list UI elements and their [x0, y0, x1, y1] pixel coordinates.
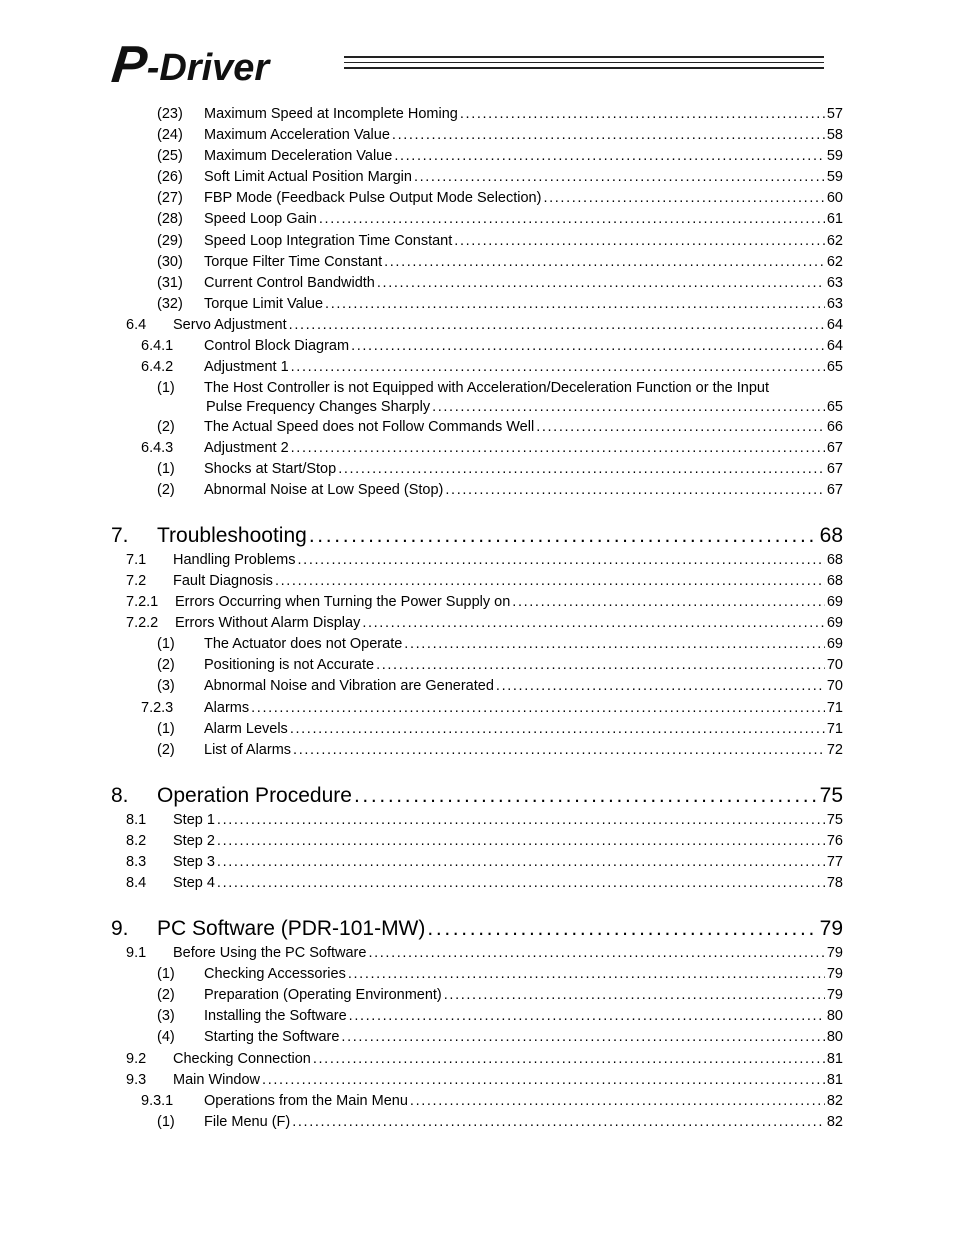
toc-title: Maximum Acceleration Value [204, 127, 390, 143]
toc-entry[interactable] [141, 359, 843, 375]
toc-number: 7. [111, 524, 129, 547]
toc-dot-leader [454, 233, 825, 249]
toc-page-number: 70 [826, 678, 843, 694]
toc-page-number: 68 [826, 552, 843, 568]
toc-entry[interactable] [157, 254, 843, 270]
toc-page-number: 69 [826, 594, 843, 610]
toc-title: Soft Limit Actual Position Margin [204, 169, 412, 185]
toc-page-number: 79 [819, 917, 843, 940]
toc-chapter-entry[interactable] [111, 784, 843, 808]
toc-title: Torque Filter Time Constant [204, 254, 383, 270]
toc-page-number: 59 [826, 148, 843, 164]
toc-number: (29) [157, 233, 183, 249]
toc-number: 7.1 [126, 552, 147, 568]
toc-dot-leader [217, 875, 825, 891]
toc-dot-leader [325, 296, 825, 312]
toc-entry[interactable] [157, 461, 843, 477]
toc-number: 8.3 [126, 854, 147, 870]
toc-page-number: 69 [826, 636, 843, 652]
toc-dot-leader [313, 1051, 825, 1067]
toc-page-number: 81 [826, 1072, 843, 1088]
toc-page-number: 71 [826, 721, 843, 737]
toc-title: Installing the Software [204, 1008, 347, 1024]
toc-dot-leader [275, 573, 825, 589]
toc-title: Before Using the PC Software [173, 945, 367, 961]
toc-page-number: 69 [826, 615, 843, 631]
toc-entry[interactable] [157, 1114, 843, 1130]
toc-page-number: 82 [826, 1093, 843, 1109]
toc-number: (28) [157, 211, 183, 227]
toc-title: Step 1 [173, 812, 215, 828]
toc-dot-leader [289, 317, 825, 333]
toc-number: (2) [157, 742, 175, 758]
toc-title: Maximum Speed at Incomplete Homing [204, 106, 458, 122]
toc-number: 9.3.1 [141, 1093, 174, 1109]
toc-number: (2) [157, 657, 175, 673]
toc-dot-leader [348, 966, 825, 982]
toc-page-number: 62 [826, 254, 843, 270]
toc-page-number: 79 [826, 966, 843, 982]
toc-dot-leader [338, 461, 825, 477]
toc-page-number: 75 [819, 784, 843, 807]
toc-title: The Host Controller is not Equipped with Acceleration/Deceleration Function or the Input [204, 380, 770, 396]
toc-dot-leader [394, 148, 825, 164]
toc-dot-leader [309, 524, 818, 548]
toc-page-number: 79 [826, 945, 843, 961]
toc-dot-leader [349, 1008, 825, 1024]
toc-page-number: 62 [826, 233, 843, 249]
toc-number: (25) [157, 148, 183, 164]
toc-entry[interactable] [126, 552, 843, 568]
toc-page-number: 79 [826, 987, 843, 1003]
toc-page-number: 81 [826, 1051, 843, 1067]
toc-entry[interactable] [157, 275, 843, 291]
toc-dot-leader [319, 211, 825, 227]
toc-number: (3) [157, 1008, 175, 1024]
toc-number: 8. [111, 784, 129, 807]
toc-number: 9.1 [126, 945, 147, 961]
toc-entry[interactable] [157, 127, 843, 143]
toc-title: Fault Diagnosis [173, 573, 273, 589]
page-header [108, 36, 824, 94]
toc-number: (24) [157, 127, 183, 143]
toc-page-number: 68 [826, 573, 843, 589]
toc-title: Errors Without Alarm Display [175, 615, 361, 631]
toc-dot-leader [217, 833, 825, 849]
toc-dot-leader [410, 1093, 825, 1109]
toc-number: 7.2 [126, 573, 147, 589]
toc-entry[interactable] [141, 1093, 843, 1109]
toc-dot-leader [262, 1072, 825, 1088]
toc-entry[interactable] [126, 317, 843, 333]
toc-number: 6.4.3 [141, 440, 174, 456]
toc-title: Step 4 [173, 875, 215, 891]
toc-dot-leader [291, 359, 825, 375]
toc-page-number: 82 [826, 1114, 843, 1130]
toc-dot-leader [291, 440, 825, 456]
toc-dot-leader [414, 169, 825, 185]
toc-dot-leader [351, 338, 825, 354]
toc-page-number: 58 [826, 127, 843, 143]
toc-number: (2) [157, 419, 175, 435]
toc-title: Shocks at Start/Stop [204, 461, 337, 477]
toc-title-continued: Pulse Frequency Changes Sharply [206, 399, 431, 415]
toc-page-number: 63 [826, 275, 843, 291]
toc-entry[interactable] [157, 419, 843, 435]
toc-page-number: 70 [826, 657, 843, 673]
toc-dot-leader [251, 700, 825, 716]
toc-page-number: 59 [826, 169, 843, 185]
toc-number: 6.4 [126, 317, 147, 333]
toc-number: (23) [157, 106, 183, 122]
toc-dot-leader [496, 678, 825, 694]
toc-page-number: 67 [826, 482, 843, 498]
toc-title: Handling Problems [173, 552, 296, 568]
toc-title: FBP Mode (Feedback Pulse Output Mode Selection) [204, 190, 542, 206]
toc-number: (1) [157, 636, 175, 652]
toc-entry[interactable] [157, 169, 843, 185]
toc-dot-leader [512, 594, 825, 610]
toc-number: 8.4 [126, 875, 147, 891]
p-driver-logo [108, 36, 270, 94]
toc-title: Torque Limit Value [204, 296, 324, 312]
toc-page-number: 65 [826, 399, 843, 415]
toc-number: 8.1 [126, 812, 147, 828]
toc-entry[interactable] [141, 338, 843, 354]
toc-page-number: 64 [826, 338, 843, 354]
toc-entry[interactable] [157, 296, 843, 312]
toc-number: 8.2 [126, 833, 147, 849]
toc-title: Step 2 [173, 833, 215, 849]
toc-page-number: 67 [826, 440, 843, 456]
toc-title: Main Window [173, 1072, 261, 1088]
toc-number: 9.3 [126, 1072, 147, 1088]
toc-dot-leader [460, 106, 825, 122]
toc-entry[interactable] [157, 190, 843, 206]
toc-dot-leader [444, 987, 825, 1003]
toc-number: (32) [157, 296, 183, 312]
toc-chapter-entry[interactable] [111, 524, 843, 548]
toc-page-number: 77 [826, 854, 843, 870]
toc-entry[interactable] [157, 657, 843, 673]
toc-page-number: 57 [826, 106, 843, 122]
toc-number: 6.4.1 [141, 338, 174, 354]
toc-title: File Menu (F) [204, 1114, 291, 1130]
toc-entry[interactable] [126, 1072, 843, 1088]
toc-number: (31) [157, 275, 183, 291]
toc-dot-leader [362, 615, 825, 631]
header-rules [344, 56, 824, 73]
toc-entry[interactable] [157, 678, 843, 694]
toc-page-number: 75 [826, 812, 843, 828]
toc-number: 9.2 [126, 1051, 147, 1067]
toc-number: (1) [157, 461, 175, 477]
toc-dot-leader [543, 190, 824, 206]
toc-page-number: 64 [826, 317, 843, 333]
toc-number: (26) [157, 169, 183, 185]
toc-number: (3) [157, 678, 175, 694]
toc-dot-leader [368, 945, 824, 961]
toc-title: Errors Occurring when Turning the Power Supply on [175, 594, 511, 610]
toc-number: 7.2.1 [126, 594, 159, 610]
toc-entry[interactable] [157, 380, 843, 415]
toc-page-number: 61 [826, 211, 843, 227]
toc-page-number: 80 [826, 1008, 843, 1024]
toc-entry[interactable] [157, 636, 843, 652]
toc-number: (1) [157, 380, 175, 396]
toc-entry[interactable] [157, 482, 843, 498]
toc-page-number: 80 [826, 1029, 843, 1045]
toc-entry[interactable] [157, 742, 843, 758]
toc-number: (2) [157, 987, 175, 1003]
toc-entry[interactable] [126, 594, 843, 610]
toc-title: Alarms [204, 700, 250, 716]
toc-title: Servo Adjustment [173, 317, 287, 333]
toc-page-number: 72 [826, 742, 843, 758]
logo-letter: P [108, 36, 148, 94]
toc-title: The Actual Speed does not Follow Commands Well [204, 419, 535, 435]
toc-title: Abnormal Noise and Vibration are Generated [204, 678, 494, 694]
toc-dot-leader [445, 482, 824, 498]
toc-dot-leader [292, 1114, 825, 1130]
toc-page-number: 71 [826, 700, 843, 716]
toc-entry[interactable] [126, 945, 843, 961]
toc-entry[interactable] [157, 1029, 843, 1045]
logo-text: -Driver [146, 47, 270, 89]
toc-title: Checking Connection [173, 1051, 311, 1067]
toc-number: 9. [111, 917, 129, 940]
toc-title: Current Control Bandwidth [204, 275, 375, 291]
toc-dot-leader [392, 127, 825, 143]
toc-page-number: 67 [826, 461, 843, 477]
toc-title: Adjustment 2 [204, 440, 289, 456]
toc-number: (4) [157, 1029, 175, 1045]
toc-page-number: 66 [826, 419, 843, 435]
toc-number: 7.2.3 [141, 700, 174, 716]
toc-page-number: 65 [826, 359, 843, 375]
toc-number: (30) [157, 254, 183, 270]
toc-page-number: 76 [826, 833, 843, 849]
toc-title: Abnormal Noise at Low Speed (Stop) [204, 482, 444, 498]
toc-title: The Actuator does not Operate [204, 636, 403, 652]
toc-entry[interactable] [126, 573, 843, 589]
toc-entry[interactable] [157, 721, 843, 737]
toc-entry[interactable] [126, 854, 843, 870]
toc-title: Operation Procedure [157, 784, 352, 807]
toc-title: Speed Loop Integration Time Constant [204, 233, 453, 249]
toc-entry[interactable] [157, 211, 843, 227]
toc-title: Positioning is not Accurate [204, 657, 375, 673]
toc-dot-leader [298, 552, 825, 568]
toc-title: List of Alarms [204, 742, 292, 758]
toc-page-number: 63 [826, 296, 843, 312]
toc-number: (27) [157, 190, 183, 206]
toc-number: (1) [157, 721, 175, 737]
toc-dot-leader [377, 275, 825, 291]
toc-title: PC Software (PDR-101-MW) [157, 917, 426, 940]
toc-number: (2) [157, 482, 175, 498]
toc-entry[interactable] [126, 615, 843, 631]
toc-number: (1) [157, 1114, 175, 1130]
toc-dot-leader [384, 254, 825, 270]
toc-title: Checking Accessories [204, 966, 346, 982]
toc-title: Maximum Deceleration Value [204, 148, 393, 164]
toc-chapter-entry[interactable] [111, 917, 843, 941]
toc-entry[interactable] [157, 148, 843, 164]
toc-entry[interactable] [126, 875, 843, 891]
toc-dot-leader [293, 742, 825, 758]
toc-dot-leader [217, 854, 825, 870]
toc-entry[interactable] [157, 1008, 843, 1024]
toc-title: Operations from the Main Menu [204, 1093, 408, 1109]
toc-entry[interactable] [141, 440, 843, 456]
toc-dot-leader [432, 399, 825, 415]
toc-title: Preparation (Operating Environment) [204, 987, 442, 1003]
toc-number: (1) [157, 966, 175, 982]
toc-dot-leader [354, 784, 818, 808]
toc-entry[interactable] [126, 1051, 843, 1067]
toc-entry[interactable] [141, 700, 843, 716]
toc-page-number: 60 [826, 190, 843, 206]
toc-page-number: 78 [826, 875, 843, 891]
toc-title: Starting the Software [204, 1029, 340, 1045]
toc-title: Speed Loop Gain [204, 211, 317, 227]
toc-number: 7.2.2 [126, 615, 159, 631]
toc-title: Adjustment 1 [204, 359, 289, 375]
toc-dot-leader [536, 419, 825, 435]
toc-title: Alarm Levels [204, 721, 288, 737]
toc-entry[interactable] [157, 106, 843, 122]
toc-entry[interactable] [126, 812, 843, 828]
toc-dot-leader [427, 917, 817, 941]
toc-entry[interactable] [157, 987, 843, 1003]
toc-page-number: 68 [819, 524, 843, 547]
toc-number: 6.4.2 [141, 359, 174, 375]
toc-title: Troubleshooting [157, 524, 307, 547]
toc-title: Control Block Diagram [204, 338, 350, 354]
toc-dot-leader [404, 636, 825, 652]
toc-dot-leader [341, 1029, 824, 1045]
toc-entry[interactable] [157, 233, 843, 249]
toc-entry[interactable] [126, 833, 843, 849]
toc-entry[interactable] [157, 966, 843, 982]
toc-title: Step 3 [173, 854, 215, 870]
toc-dot-leader [290, 721, 825, 737]
toc-dot-leader [376, 657, 825, 673]
toc-dot-leader [217, 812, 825, 828]
